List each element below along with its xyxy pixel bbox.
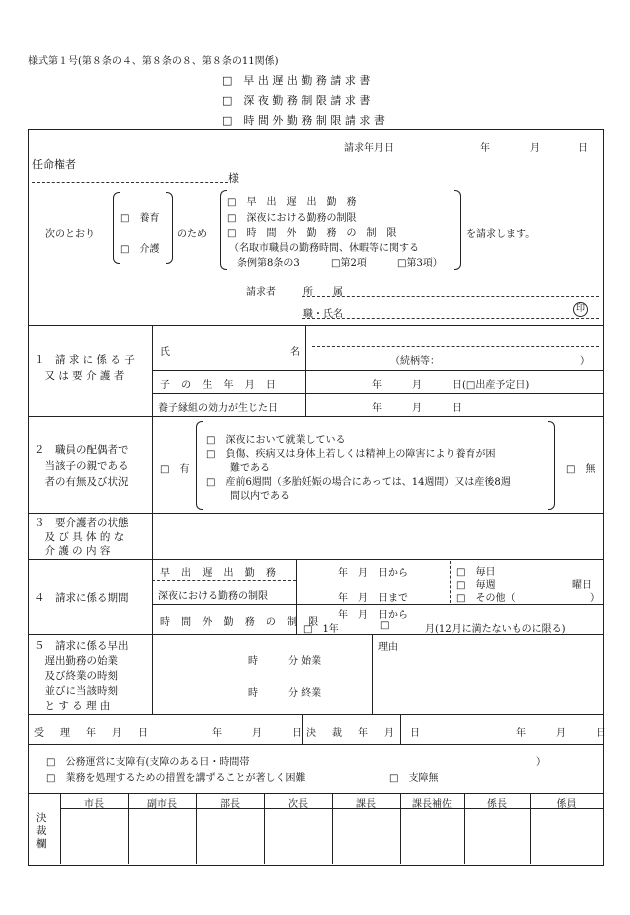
- section5-label: ５ 請求に係る早出 遅出勤務の始業 及び終業の時刻 並びに当該時刻 と す る 理 由: [34, 640, 129, 712]
- rule-s2-top: [28, 416, 603, 417]
- section2-label: ２ 職員の配偶者で 当該子の親である 者の有無及び状況: [34, 444, 129, 488]
- period-1year[interactable]: □ 1年: [303, 624, 339, 635]
- section3-label: ３ 要介護者の状態 及 び 具 体 的 な 介 護 の 内 容: [34, 517, 129, 557]
- bracket-right-1: [166, 192, 173, 264]
- title-shinya: □ 深 夜 勤 務 制 限 請 求 書: [222, 94, 371, 107]
- approver-1: 副市長: [147, 799, 177, 810]
- decision-label: 決 裁 年 月 日: [306, 728, 423, 739]
- spouse-opt3-cont: 間以内である: [230, 491, 290, 502]
- department-label: 所 属: [303, 287, 343, 298]
- approver-5: 課長補佐: [412, 799, 452, 810]
- approver-4: 課長: [356, 799, 376, 810]
- requester-label: 請求者: [246, 287, 276, 298]
- ordinance-article: 条例第8条の3: [237, 258, 300, 269]
- adoption-value: 年 月 日: [372, 403, 462, 414]
- request-date-label: 請求年月日: [344, 143, 394, 154]
- impact-yes-close: ）: [536, 757, 546, 768]
- bracket-right-2: [454, 190, 461, 270]
- approver-7: 係員: [556, 799, 577, 810]
- sama-label: 様: [228, 172, 239, 185]
- authority-line: [32, 182, 228, 183]
- title-hayade: □ 早 出 遅 出 勤 務 請 求 書: [222, 74, 371, 87]
- received-value: 年 月 日: [212, 728, 302, 739]
- freq-daily[interactable]: □ 毎日: [456, 567, 496, 578]
- authority-label: 任命権者: [32, 158, 76, 171]
- rule-s4-dash: [152, 580, 296, 581]
- ordinance-item3[interactable]: □第3項）: [397, 258, 443, 269]
- rule-approval-top: [28, 793, 603, 794]
- position-name-label: 職・氏名: [303, 309, 343, 320]
- approver-3: 次長: [288, 799, 308, 810]
- approver-2: 部長: [220, 799, 240, 810]
- section4-label: ４ 請求に係る期間: [34, 592, 129, 604]
- rule-receipt-mid2: [400, 714, 401, 744]
- ordinance-item2[interactable]: □第2項: [331, 258, 367, 269]
- spouse-opt2-cont: 難である: [230, 463, 270, 474]
- seikyu-label: を請求します。: [466, 229, 536, 240]
- rule-s4-dashv: [450, 561, 451, 603]
- spouse-opt3[interactable]: □ 産前6週間（多胎妊娠の場合にあっては、14週間）又は産後8週: [206, 477, 511, 488]
- period-from-2: 年 月 日から: [338, 610, 408, 621]
- period-shinya: 深夜における勤務の制限: [158, 591, 268, 602]
- spouse-opt2[interactable]: □ 負傷、疾病又は身体上若しくは精神上の障害により養育が困: [206, 449, 496, 460]
- relation-close: ）: [580, 356, 590, 367]
- spouse-opt1[interactable]: □ 深夜において就業している: [206, 435, 346, 446]
- rule-receipt-bottom: [28, 744, 603, 745]
- month-label: 月: [530, 143, 540, 154]
- position-name-line: [302, 318, 599, 319]
- rule-receipt-mid1: [302, 714, 303, 744]
- impact-none[interactable]: □ 支障無: [389, 773, 439, 784]
- rule-receipt-top: [28, 714, 603, 715]
- name-label-b: 名: [290, 347, 300, 358]
- start-time: 時 分 始業: [248, 656, 322, 667]
- department-line: [302, 296, 599, 297]
- freq-weekday-label: 曜日: [572, 580, 592, 591]
- relation-label: （続柄等：: [390, 356, 440, 367]
- approver-0: 市長: [84, 799, 104, 810]
- period-jikangai: 時 間 外 勤 務 の 制 限: [160, 617, 323, 628]
- rule-s1-r1: [152, 370, 603, 371]
- ordinance-text: （名取市職員の勤務時間、休暇等に関する: [229, 243, 419, 254]
- period-hayade: 早 出 遅 出 勤 務: [160, 568, 280, 579]
- notame-label: のため: [177, 229, 207, 240]
- title-jikangai: □ 時 間 外 勤 務 制 限 請 求 書: [222, 114, 385, 127]
- period-months-text: 月(12月に満たないものに限る): [425, 624, 566, 635]
- period-to: 年 月 日まで: [338, 593, 408, 604]
- form-number: 様式第１号(第８条の４、第８条の８、第８条の11関係): [28, 56, 279, 67]
- received-label: 受 理 年 月 日: [34, 728, 151, 739]
- impact-yes[interactable]: □ 公務運営に支障有(支障のある日・時間帯: [46, 757, 250, 768]
- rule-s1-r2: [152, 393, 603, 394]
- bracket-left-1: [113, 192, 120, 264]
- option-ikuji[interactable]: □ 養育: [120, 213, 160, 224]
- year-label: 年: [480, 143, 490, 154]
- rule-s4-top: [28, 559, 603, 560]
- birth-label: 子 の 生 年 月 日: [160, 380, 280, 391]
- seal-mark: 印: [573, 302, 588, 317]
- rule-s4-r2: [152, 604, 603, 605]
- adoption-label: 養子縁組の効力が生じた日: [158, 403, 278, 414]
- birth-value: 年 月 日(□出産予定日): [372, 380, 530, 391]
- child-name-line: [312, 346, 599, 347]
- period-months-check[interactable]: □: [380, 620, 390, 631]
- approval-column-label: 決 裁 欄: [36, 812, 47, 850]
- freq-other[interactable]: □ その他（: [456, 593, 516, 604]
- option-kaigo[interactable]: □ 介護: [120, 244, 160, 255]
- approver-6: 係長: [487, 799, 507, 810]
- rule-s1-top: [28, 325, 603, 326]
- tsugi-label: 次のとおり: [45, 229, 95, 240]
- bracket-left-3: [196, 421, 203, 510]
- rule-s5-top: [28, 634, 603, 635]
- decision-value: 年 月 日: [516, 728, 606, 739]
- end-time: 時 分 終業: [248, 688, 322, 699]
- bracket-left-2: [220, 190, 227, 270]
- spouse-no[interactable]: □ 無: [566, 464, 596, 475]
- freq-weekly[interactable]: □ 毎週: [456, 580, 496, 591]
- period-from: 年 月 日から: [338, 568, 408, 579]
- bracket-right-3: [548, 421, 555, 510]
- freq-other-close: ）: [590, 593, 600, 604]
- request-shinya[interactable]: □ 深夜における勤務の制限: [227, 213, 357, 224]
- request-jikangai[interactable]: □ 時 間 外 勤 務 の 制 限: [227, 228, 397, 239]
- day-label: 日: [578, 143, 588, 154]
- rule-label-col: [152, 325, 153, 714]
- request-hayade[interactable]: □ 早 出 遅 出 勤 務: [227, 197, 357, 208]
- reason-label: 理由: [378, 642, 398, 653]
- name-label-a: 氏: [160, 347, 170, 358]
- spouse-yes[interactable]: □ 有: [160, 464, 190, 475]
- section1-label: １ 請 求 に 係 る 子 又 は 要 介 護 者: [34, 354, 135, 382]
- rule-s3-top: [28, 513, 603, 514]
- impact-difficult[interactable]: □ 業務を処理するための措置を講ずることが著しく困難: [46, 773, 306, 784]
- rule-s5-inner: [372, 634, 373, 714]
